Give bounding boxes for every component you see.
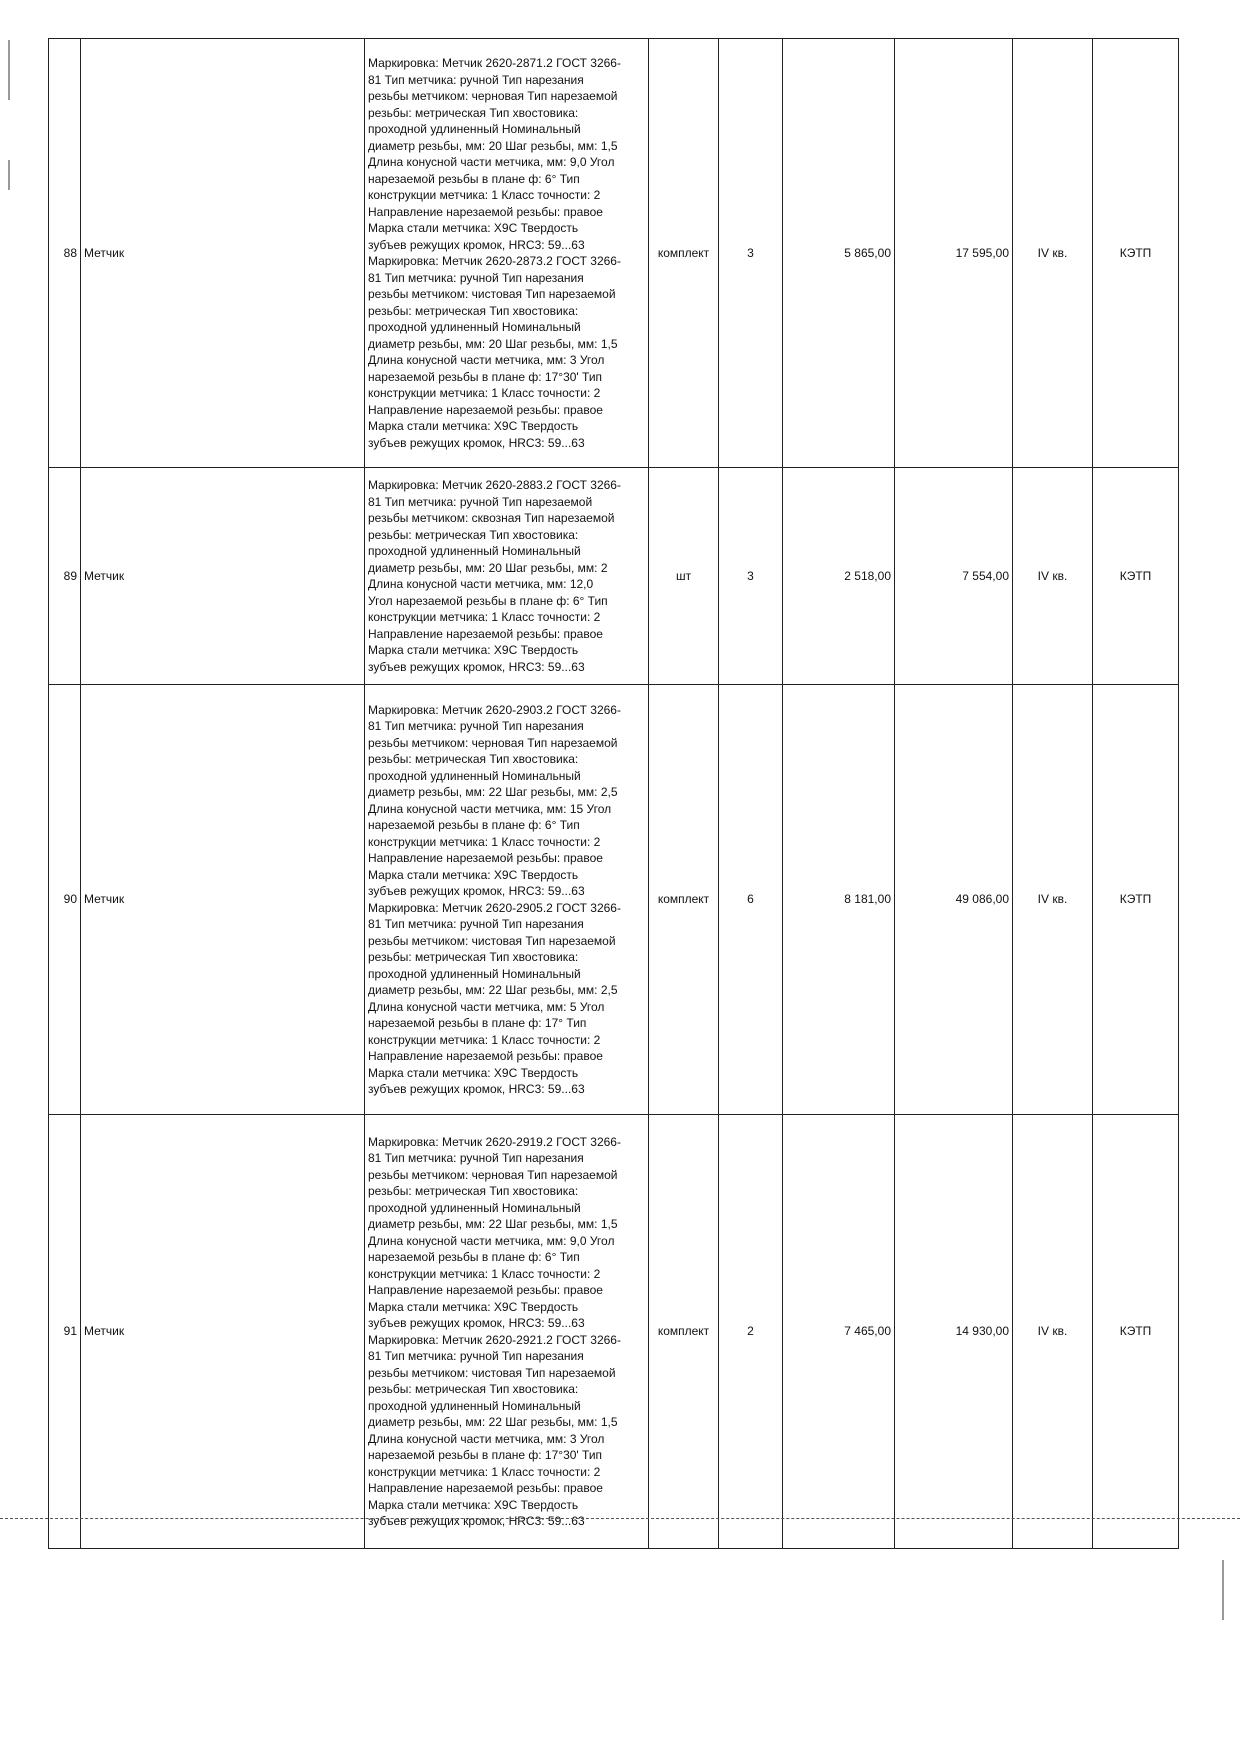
total-amount: 49 086,00: [895, 685, 1013, 1115]
quantity: 6: [719, 685, 783, 1115]
table-row: [49, 468, 1179, 685]
total-amount: 7 554,00: [895, 468, 1013, 685]
quantity: 2: [719, 1115, 783, 1549]
row-number: 88: [49, 39, 81, 468]
delivery-period: IV кв.: [1013, 685, 1093, 1115]
spec-block: Маркировка: Метчик 2620-2871.2 ГОСТ 3266- 81 Тип метчика: ручной Тип нарезания резьбы метчиком: черновая Тип нарезаемой резьбы: метрическая Тип хвостовика: проходной удлиненный Номинальный диаметр резьбы, мм: 20 Шаг резьбы, мм: 1,5 Длина конусной части метчика, мм: 9,0 Угол нарезаемой резьбы в плане ф: 6° Тип конструкции метчика: 1 Класс точности: 2 Направление нарезаемой резьбы: правое Марка стали метчика: Х9С Твердость зубъев режущих кромок, HRC3: 59...63: [368, 56, 621, 252]
scan-edge-mark: [1222, 1560, 1224, 1620]
department: КЭТП: [1093, 468, 1179, 685]
quantity: 3: [719, 468, 783, 685]
procurement-table: [48, 38, 1179, 1549]
row-number: 91: [49, 1115, 81, 1549]
item-specification: [365, 1115, 649, 1549]
item-specification: [365, 468, 649, 685]
item-specification: [365, 685, 649, 1115]
row-number: 90: [49, 685, 81, 1115]
unit-of-measure: шт: [649, 468, 719, 685]
total-amount: 14 930,00: [895, 1115, 1013, 1549]
item-name: Метчик: [81, 1115, 365, 1549]
total-amount: 17 595,00: [895, 39, 1013, 468]
item-name: Метчик: [81, 685, 365, 1115]
unit-of-measure: комплект: [649, 1115, 719, 1549]
unit-of-measure: комплект: [649, 39, 719, 468]
scan-edge-mark: [8, 40, 10, 100]
table-row: [49, 685, 1179, 1115]
unit-price: 5 865,00: [783, 39, 895, 468]
spec-block: Маркировка: Метчик 2620-2873.2 ГОСТ 3266- 81 Тип метчика: ручной Тип нарезания резьбы метчиком: чистовая Тип нарезаемой резьбы: метрическая Тип хвостовика: проходной удлиненный Номинальный диаметр резьбы, мм: 20 Шаг резьбы, мм: 1,5 Длина конусной части метчика, мм: 3 Угол нарезаемой резьбы в плане ф: 17°30' Тип конструкции метчика: 1 Класс точности: 2 Направление нарезаемой резьбы: правое Марка стали метчика: Х9С Твердость зубъев режущих кромок, HRC3: 59...63: [368, 254, 621, 450]
item-specification: [365, 39, 649, 468]
unit-price: 2 518,00: [783, 468, 895, 685]
spec-block: Маркировка: Метчик 2620-2903.2 ГОСТ 3266- 81 Тип метчика: ручной Тип нарезания резьбы метчиком: черновая Тип нарезаемой резьбы: метрическая Тип хвостовика: проходной удлиненный Номинальный диаметр резьбы, мм: 22 Шаг резьбы, мм: 2,5 Длина конусной части метчика, мм: 15 Угол нарезаемой резьбы в плане ф: 6° Тип конструкции метчика: 1 Класс точности: 2 Направление нарезаемой резьбы: правое Марка стали метчика: Х9С Твердость зубъев режущих кромок, HRC3: 59...63: [368, 702, 621, 898]
page-cut-line: [0, 1518, 1240, 1519]
delivery-period: IV кв.: [1013, 468, 1093, 685]
scan-edge-mark: [8, 160, 10, 190]
spec-block: Маркировка: Метчик 2620-2919.2 ГОСТ 3266- 81 Тип метчика: ручной Тип нарезания резьбы метчиком: черновая Тип нарезаемой резьбы: метрическая Тип хвостовика: проходной удлиненный Номинальный диаметр резьбы, мм: 22 Шаг резьбы, мм: 1,5 Длина конусной части метчика, мм: 9,0 Угол нарезаемой резьбы в плане ф: 6° Тип конструкции метчика: 1 Класс точности: 2 Направление нарезаемой резьбы: правое Марка стали метчика: Х9С Твердость зубъев режущих кромок, HRC3: 59...63: [368, 1134, 621, 1330]
unit-of-measure: комплект: [649, 685, 719, 1115]
department: КЭТП: [1093, 685, 1179, 1115]
spec-block: Маркировка: Метчик 2620-2883.2 ГОСТ 3266- 81 Тип метчика: ручной Тип нарезаемой резьбы метчиком: сквозная Тип нарезаемой резьбы: метрическая Тип хвостовика: проходной удлиненный Номинальный диаметр резьбы, мм: 20 Шаг резьбы, мм: 2 Длина конусной части метчика, мм: 12,0 Угол нарезаемой резьбы в плане ф: 6° Тип конструкции метчика: 1 Класс точности: 2 Направление нарезаемой резьбы: правое Марка стали метчика: Х9С Твердость зубъев режущих кромок, HRC3: 59...63: [368, 478, 621, 674]
spec-block: Маркировка: Метчик 2620-2905.2 ГОСТ 3266- 81 Тип метчика: ручной Тип нарезания резьбы метчиком: чистовая Тип нарезаемой резьбы: метрическая Тип хвостовика: проходной удлиненный Номинальный диаметр резьбы, мм: 22 Шаг резьбы, мм: 2,5 Длина конусной части метчика, мм: 5 Угол нарезаемой резьбы в плане ф: 17° Тип конструкции метчика: 1 Класс точности: 2 Направление нарезаемой резьбы: правое Марка стали метчика: Х9С Твердость зубъев режущих кромок, HRC3: 59...63: [368, 900, 621, 1096]
item-name: Метчик: [81, 468, 365, 685]
item-name: Метчик: [81, 39, 365, 468]
delivery-period: IV кв.: [1013, 1115, 1093, 1549]
department: КЭТП: [1093, 39, 1179, 468]
row-number: 89: [49, 468, 81, 685]
spec-block: Маркировка: Метчик 2620-2921.2 ГОСТ 3266- 81 Тип метчика: ручной Тип нарезания резьбы метчиком: чистовая Тип нарезаемой резьбы: метрическая Тип хвостовика: проходной удлиненный Номинальный диаметр резьбы, мм: 22 Шаг резьбы, мм: 1,5 Длина конусной части метчика, мм: 3 Угол нарезаемой резьбы в плане ф: 17°30' Тип конструкции метчика: 1 Класс точности: 2 Направление нарезаемой резьбы: правое Марка стали метчика: Х9С Твердость зубъев режущих кромок, HRC3: 59...63: [368, 1332, 621, 1528]
table-row: [49, 1115, 1179, 1549]
department: КЭТП: [1093, 1115, 1179, 1549]
table-row: [49, 39, 1179, 468]
delivery-period: IV кв.: [1013, 39, 1093, 468]
quantity: 3: [719, 39, 783, 468]
unit-price: 7 465,00: [783, 1115, 895, 1549]
unit-price: 8 181,00: [783, 685, 895, 1115]
